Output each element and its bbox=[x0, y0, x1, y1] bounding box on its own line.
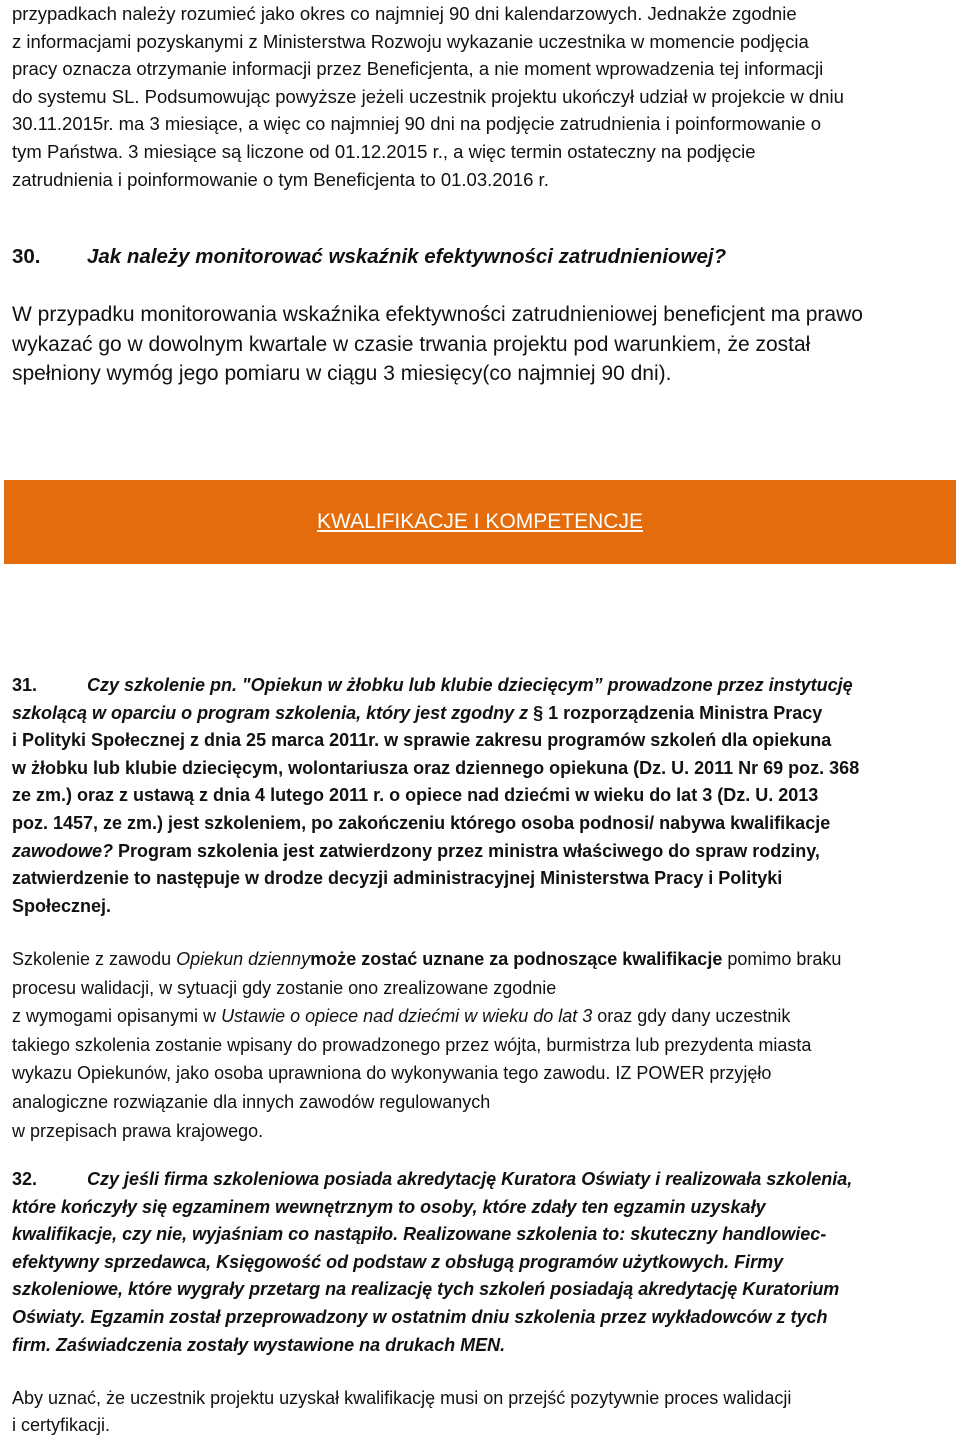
text-line: efektywny sprzedawca, Księgowość od podstaw z obsługą programów użytkowych. Firmy bbox=[12, 1251, 784, 1272]
question-32-block bbox=[12, 1166, 948, 1359]
question-text: Czy jeśli firma szkoleniowa posiada akredytację Kuratora Oświaty i realizowała szkolenia, bbox=[87, 1169, 853, 1189]
text-line: procesu walidacji, w sytuacji gdy zostanie ono zrealizowane zgodnie bbox=[12, 977, 557, 998]
question-text: szkolącą w oparciu o program szkolenia, który jest zgodny z bbox=[12, 702, 534, 723]
text-line: Społecznej. bbox=[12, 895, 112, 916]
text-line: pracy oznacza otrzymanie informacji przez Beneficjenta, a nie moment wprowadzenia tej informacji bbox=[12, 58, 824, 80]
text-line: w przepisach prawa krajowego. bbox=[12, 1120, 264, 1141]
text-line: Aby uznać, że uczestnik projektu uzyskał kwalifikację musi on przejść pozytywnie proces walidacji bbox=[12, 1388, 792, 1408]
text-line: wykazać go w dowolnym kwartale w czasie trwania projektu pod warunkiem, że został bbox=[12, 332, 811, 356]
text-line: W przypadku monitorowania wskaźnika efektywności zatrudnieniowej beneficjent ma prawo bbox=[12, 303, 863, 326]
intro-paragraph bbox=[12, 0, 948, 193]
question-text: Czy szkolenie pn. "Opiekun w żłobku lub klubie dziecięcym” prowadzone przez instytucję bbox=[87, 675, 853, 695]
text-line: zatwierdzenie to następuje w drodze decyzji administracyjnej Ministerstwa Pracy i Polityki bbox=[12, 868, 783, 889]
question-text: § 1 rozporządzenia Ministra Pracy bbox=[533, 702, 823, 723]
text-line: spełniony wymóg jego pomiaru w ciągu 3 miesięcy(co najmniej 90 dni). bbox=[12, 362, 672, 385]
text-line bbox=[12, 700, 948, 728]
question-number: 30. bbox=[12, 245, 41, 268]
text-line: takiego szkolenia zostanie wpisany do prowadzonego przez wójta, burmistrza lub prezydenta miasta bbox=[12, 1034, 812, 1055]
text-line: Oświaty. Egzamin został przeprowadzony w ostatnim dniu szkolenia przez wykładowców z tych bbox=[12, 1306, 828, 1327]
text-line: poz. 1457, ze zm.) jest szkoleniem, po zakończeniu którego osoba podnosi/ nabywa kwalifikacje bbox=[12, 812, 831, 833]
text-line: firm. Zaświadczenia zostały wystawione na drukach MEN. bbox=[12, 1334, 506, 1355]
question-number: 31. bbox=[12, 675, 38, 695]
section-title: KWALIFIKACJE I KOMPETENCJE bbox=[317, 510, 643, 533]
question-text: zawodowe? bbox=[12, 840, 114, 861]
text-line: kwalifikacje, czy nie, wyjaśniam co nastąpiło. Realizowane szkolenia to: skuteczny handlowiec- bbox=[12, 1224, 827, 1245]
text-line: które kończyły się egzaminem wewnętrznym to osoby, które zdały ten egzamin uzyskały bbox=[12, 1196, 766, 1217]
text-line: 30.11.2015r. ma 3 miesiące, a więc co najmniej 90 dni na podjęcie zatrudnienia i poinformowanie o bbox=[12, 113, 822, 135]
text-line: szkoleniowe, które wygrały przetarg na realizację tych szkoleń posiadają akredytację Kuratorium bbox=[12, 1279, 840, 1300]
text-line: wykazu Opiekunów, jako osoba uprawniona do wykonywania tego zawodu. IZ POWER przyjęło bbox=[12, 1063, 772, 1084]
text-line bbox=[12, 1166, 948, 1194]
text-line: przypadkach należy rozumieć jako okres co najmniej 90 dni kalendarzowych. Jednakże zgodnie bbox=[12, 3, 797, 24]
answer-30-paragraph bbox=[12, 300, 948, 389]
text-run: Ustawie o opiece nad dziećmi w wieku do lat 3 bbox=[221, 1006, 593, 1027]
text-run: Opiekun dzienny bbox=[176, 949, 311, 969]
text-line: ze zm.) oraz z ustawą z dnia 4 lutego 2011 r. o opiece nad dziećmi w wieku do lat 3 (Dz. U. 2013 bbox=[12, 785, 819, 806]
question-31-block bbox=[12, 672, 948, 920]
text-line bbox=[12, 945, 948, 974]
question-30-heading bbox=[12, 243, 948, 271]
text-line: do systemu SL. Podsumowując powyższe jeżeli uczestnik projektu ukończył udział w projekcie w dniu bbox=[12, 85, 844, 107]
text-line: tym Państwa. 3 miesiące są liczone od 01.12.2015 r., a więc termin ostateczny na podjęcie bbox=[12, 140, 756, 162]
text-line bbox=[12, 672, 948, 700]
text-line: z informacjami pozyskanymi z Ministerstwa Rozwoju wykazanie uczestnika w momencie podjęcia bbox=[12, 30, 809, 52]
text-run: pomimo braku bbox=[722, 949, 842, 969]
text-line: w żłobku lub klubie dziecięcym, wolontariusza oraz dziennego opiekuna (Dz. U. 2011 Nr 69 poz. 368 bbox=[12, 757, 860, 778]
text-line: i certyfikacji. bbox=[12, 1415, 111, 1435]
text-line bbox=[12, 838, 948, 866]
text-run: może zostać uznane za podnoszące kwalifikacje bbox=[310, 949, 723, 969]
answer-32-paragraph bbox=[12, 1385, 948, 1439]
text-line: i Polityki Społecznej z dnia 25 marca 2011r. w sprawie zakresu programów szkoleń dla opiekuna bbox=[12, 730, 832, 751]
section-banner bbox=[4, 480, 956, 564]
question-number: 32. bbox=[12, 1169, 38, 1189]
question-text: Jak należy monitorować wskaźnik efektywności zatrudnieniowej? bbox=[87, 245, 727, 268]
text-run: Szkolenie z zawodu bbox=[12, 949, 177, 969]
answer-31-paragraph bbox=[12, 945, 948, 1145]
question-text: Program szkolenia jest zatwierdzony przez ministra właściwego do spraw rodziny, bbox=[113, 840, 820, 861]
text-line: analogiczne rozwiązanie dla innych zawodów regulowanych bbox=[12, 1091, 491, 1112]
text-line: zatrudnienia i poinformowanie o tym Beneficjenta to 01.03.2016 r. bbox=[12, 168, 549, 190]
text-run: oraz gdy dany uczestnik bbox=[592, 1006, 791, 1027]
text-line bbox=[12, 1002, 948, 1031]
text-run: z wymogami opisanymi w bbox=[12, 1006, 222, 1027]
